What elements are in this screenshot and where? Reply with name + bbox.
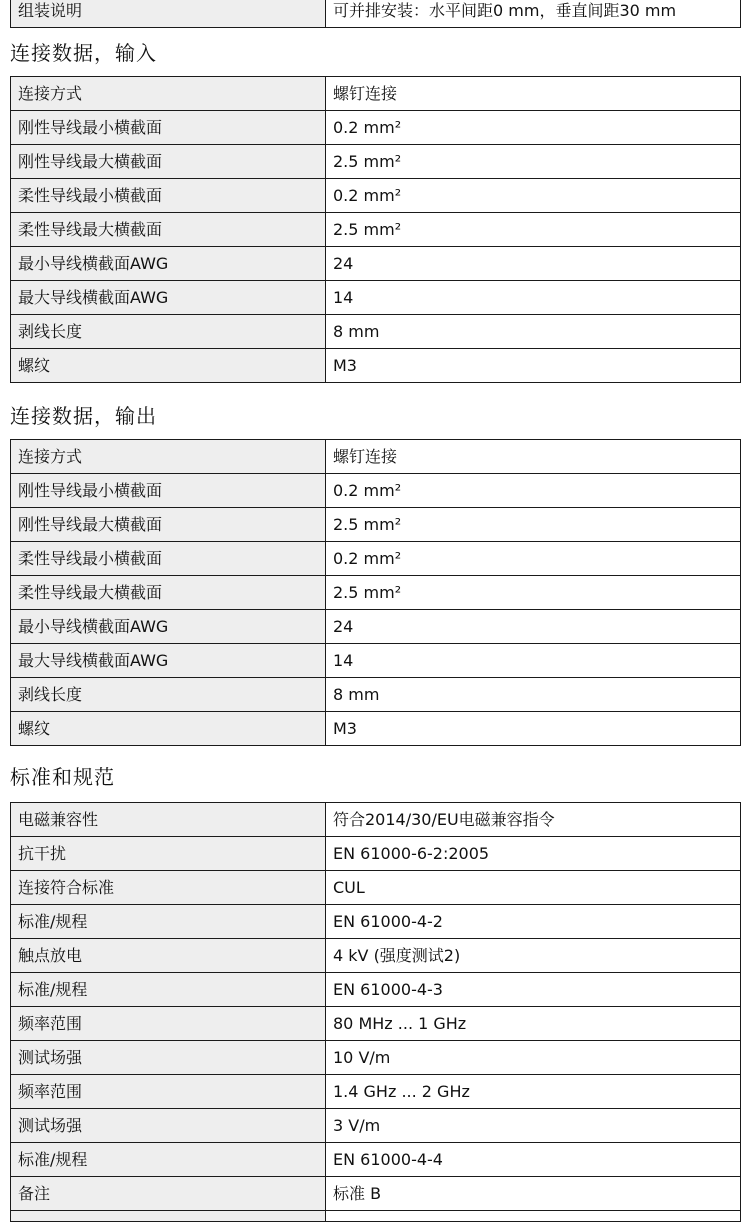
- table-row: [11, 474, 741, 508]
- table-row: [11, 576, 741, 610]
- row-value: EN 61000-6-2:2005: [326, 837, 741, 871]
- table-row: [11, 644, 741, 678]
- row-label: 电磁兼容性: [11, 803, 326, 837]
- row-label: 频率范围: [11, 1007, 326, 1041]
- row-value: 4 kV (强度测试2): [326, 939, 741, 973]
- row-label: 标准/规程: [11, 973, 326, 1007]
- row-label: 螺纹: [11, 712, 326, 746]
- table-row: [11, 111, 741, 145]
- row-value: [326, 1211, 741, 1222]
- table-row: [11, 1177, 741, 1211]
- table-row: [11, 315, 741, 349]
- section-title-output-connection: 连接数据，输出: [10, 404, 157, 428]
- row-label: 刚性导线最小横截面: [11, 111, 326, 145]
- row-label: 抗干扰: [11, 837, 326, 871]
- input-connection-table: [10, 76, 741, 383]
- row-value: 螺钉连接: [326, 77, 741, 111]
- row-value: 1.4 GHz ... 2 GHz: [326, 1075, 741, 1109]
- row-label: 柔性导线最小横截面: [11, 179, 326, 213]
- row-value: M3: [326, 349, 741, 383]
- table-row: [11, 508, 741, 542]
- table-row: [11, 0, 741, 28]
- row-value: 0.2 mm²: [326, 179, 741, 213]
- standards-table: [10, 802, 741, 1222]
- row-label: 最大导线横截面AWG: [11, 281, 326, 315]
- row-value: EN 61000-4-4: [326, 1143, 741, 1177]
- row-label: 连接方式: [11, 440, 326, 474]
- row-label: 剥线长度: [11, 315, 326, 349]
- table-row: [11, 213, 741, 247]
- row-label: 柔性导线最小横截面: [11, 542, 326, 576]
- table-row: [11, 678, 741, 712]
- row-value: 0.2 mm²: [326, 111, 741, 145]
- table-row: [11, 179, 741, 213]
- table-row: [11, 837, 741, 871]
- row-label: 刚性导线最大横截面: [11, 145, 326, 179]
- row-label: 组装说明: [11, 0, 326, 28]
- section-title-input-connection: 连接数据，输入: [10, 41, 157, 65]
- row-label: [11, 1211, 326, 1222]
- row-label: 柔性导线最大横截面: [11, 213, 326, 247]
- row-label: 刚性导线最小横截面: [11, 474, 326, 508]
- table-row: [11, 871, 741, 905]
- table-row: [11, 440, 741, 474]
- row-label: 螺纹: [11, 349, 326, 383]
- row-label: 测试场强: [11, 1041, 326, 1075]
- row-value: EN 61000-4-3: [326, 973, 741, 1007]
- row-value: 2.5 mm²: [326, 576, 741, 610]
- row-value: 符合2014/30/EU电磁兼容指令: [326, 803, 741, 837]
- row-value: 8 mm: [326, 678, 741, 712]
- table-row: [11, 77, 741, 111]
- row-label: 剥线长度: [11, 678, 326, 712]
- row-value: 10 V/m: [326, 1041, 741, 1075]
- row-value: 可并排安装：水平间距0 mm，垂直间距30 mm: [326, 0, 741, 28]
- row-value: 2.5 mm²: [326, 508, 741, 542]
- row-value: 3 V/m: [326, 1109, 741, 1143]
- row-value: 标准 B: [326, 1177, 741, 1211]
- table-row: [11, 1109, 741, 1143]
- row-label: 连接符合标准: [11, 871, 326, 905]
- row-label: 备注: [11, 1177, 326, 1211]
- row-label: 标准/规程: [11, 905, 326, 939]
- row-value: 0.2 mm²: [326, 542, 741, 576]
- table-row: [11, 712, 741, 746]
- row-label: 最小导线横截面AWG: [11, 247, 326, 281]
- table-row-partial: [11, 1211, 741, 1222]
- row-value: EN 61000-4-2: [326, 905, 741, 939]
- row-value: M3: [326, 712, 741, 746]
- row-label: 连接方式: [11, 77, 326, 111]
- row-value: 14: [326, 644, 741, 678]
- table-row: [11, 1075, 741, 1109]
- row-label: 标准/规程: [11, 1143, 326, 1177]
- row-value: 80 MHz ... 1 GHz: [326, 1007, 741, 1041]
- table-row: [11, 145, 741, 179]
- row-value: 2.5 mm²: [326, 145, 741, 179]
- row-value: 2.5 mm²: [326, 213, 741, 247]
- table-row: [11, 1041, 741, 1075]
- row-label: 频率范围: [11, 1075, 326, 1109]
- table-row: [11, 542, 741, 576]
- section-title-standards: 标准和规范: [10, 765, 115, 789]
- row-value: 24: [326, 610, 741, 644]
- table-row: [11, 610, 741, 644]
- table-row: [11, 247, 741, 281]
- row-value: 24: [326, 247, 741, 281]
- table-row: [11, 803, 741, 837]
- table-row: [11, 349, 741, 383]
- row-label: 柔性导线最大横截面: [11, 576, 326, 610]
- row-label: 测试场强: [11, 1109, 326, 1143]
- table-row: [11, 905, 741, 939]
- row-value: 0.2 mm²: [326, 474, 741, 508]
- row-label: 最小导线横截面AWG: [11, 610, 326, 644]
- row-value: 14: [326, 281, 741, 315]
- row-label: 触点放电: [11, 939, 326, 973]
- row-label: 最大导线横截面AWG: [11, 644, 326, 678]
- output-connection-table: [10, 439, 741, 746]
- assembly-table: [10, 0, 741, 28]
- row-label: 刚性导线最大横截面: [11, 508, 326, 542]
- row-value: 螺钉连接: [326, 440, 741, 474]
- table-row: [11, 939, 741, 973]
- table-row: [11, 281, 741, 315]
- row-value: 8 mm: [326, 315, 741, 349]
- table-row: [11, 973, 741, 1007]
- table-row: [11, 1143, 741, 1177]
- table-row: [11, 1007, 741, 1041]
- row-value: CUL: [326, 871, 741, 905]
